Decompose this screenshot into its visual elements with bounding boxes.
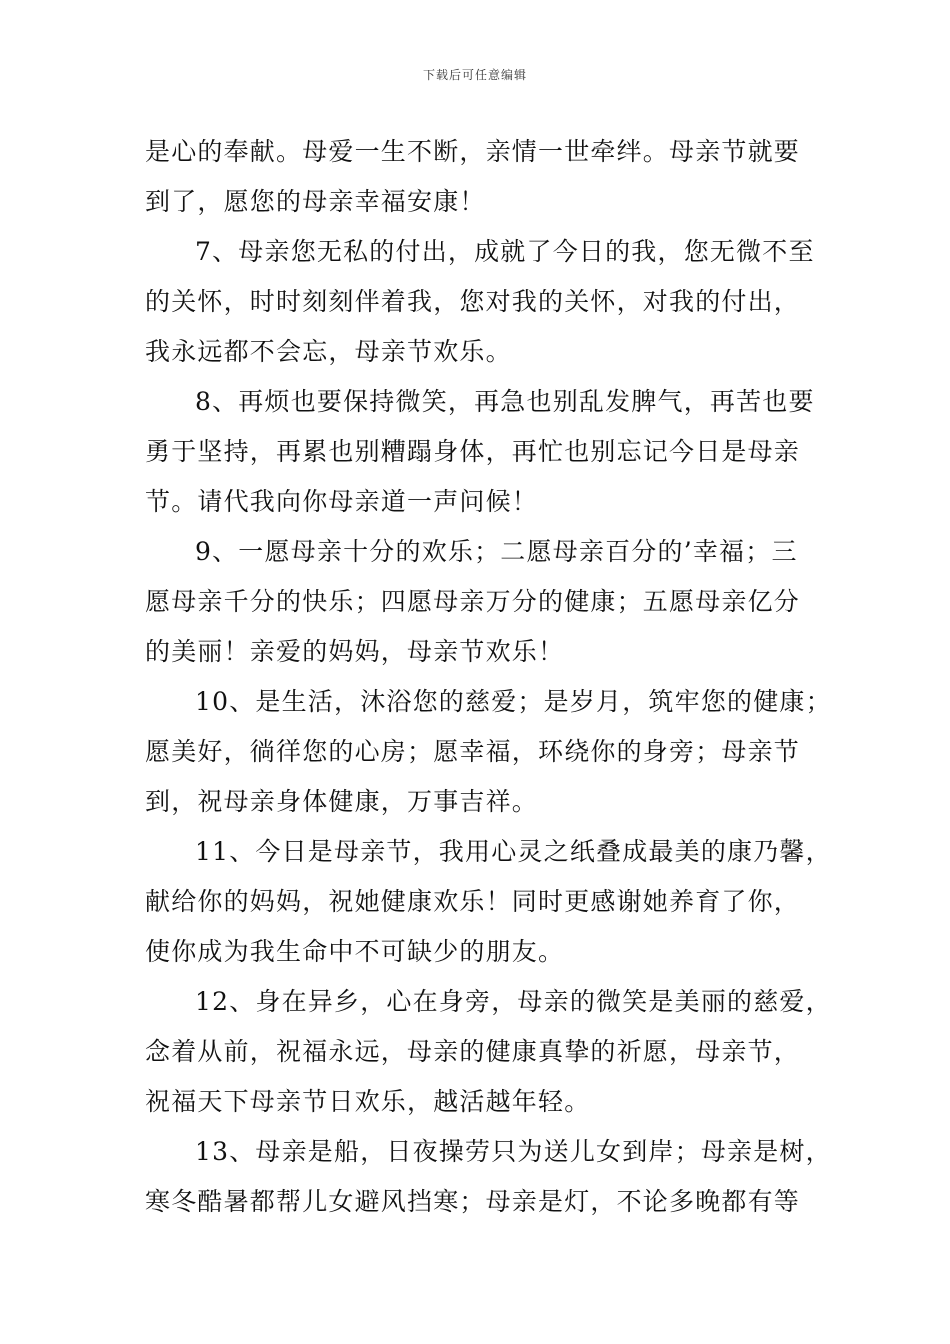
text-line: 7、母亲您无私的付出，成就了今日的我，您无微不至 [195, 237, 815, 266]
text-line: 寒冬酷暑都帮儿女避风挡寒；母亲是灯，不论多晚都有等 [145, 1187, 801, 1216]
text-line: 的美丽！亲爱的妈妈，母亲节欢乐！ [145, 637, 565, 666]
text-line: 12、身在异乡，心在身旁，母亲的微笑是美丽的慈爱， [195, 987, 832, 1016]
paragraph-1 [145, 127, 835, 227]
text-line: 13、母亲是船，日夜操劳只为送儿女到岸；母亲是树， [195, 1137, 832, 1166]
text-line: 念着从前，祝福永远，母亲的健康真挚的祈愿，母亲节， [145, 1037, 801, 1066]
text-line: 我永远都不会忘，母亲节欢乐。 [145, 337, 512, 366]
text-line: 10、是生活，沐浴您的慈爱；是岁月，筑牢您的健康； [195, 687, 832, 716]
text-line: 节。请代我向你母亲道一声问候！ [145, 487, 539, 516]
page-header: 下载后可任意编辑 [422, 68, 527, 82]
text-line: 勇于坚持，再累也别糟蹋身体，再忙也别忘记今日是母亲 [145, 437, 801, 466]
text-line: 愿美好，徜徉您的心房；愿幸福，环绕你的身旁；母亲节 [145, 737, 801, 766]
text-line: 愿母亲千分的快乐；四愿母亲万分的健康；五愿母亲亿分 [145, 587, 801, 616]
paragraph-item-9 [145, 527, 835, 677]
paragraph-item-13 [145, 1127, 835, 1227]
text-line: 9、一愿母亲十分的欢乐；二愿母亲百分的’幸福；三 [195, 537, 798, 566]
paragraph-item-11 [145, 827, 835, 977]
text-line: 8、再烦也要保持微笑，再急也别乱发脾气，再苦也要 [195, 387, 815, 416]
text-line: 使你成为我生命中不可缺少的朋友。 [145, 937, 565, 966]
paragraph-item-12 [145, 977, 835, 1127]
text-line: 11、今日是母亲节，我用心灵之纸叠成最美的康乃馨， [195, 837, 832, 866]
document-body [145, 127, 835, 1227]
text-line: 到了，愿您的母亲幸福安康！ [145, 187, 486, 216]
text-line: 到，祝母亲身体健康，万事吉祥。 [145, 787, 539, 816]
text-line: 是心的奉献。母爱一生不断，亲情一世牵绊。母亲节就要 [145, 137, 801, 166]
text-line: 献给你的妈妈，祝她健康欢乐！同时更感谢她养育了你， [145, 887, 801, 916]
text-line: 的关怀，时时刻刻伴着我，您对我的关怀，对我的付出， [145, 287, 801, 316]
paragraph-item-7 [145, 227, 835, 377]
paragraph-item-8 [145, 377, 835, 527]
paragraph-item-10 [145, 677, 835, 827]
text-line: 祝福天下母亲节日欢乐，越活越年轻。 [145, 1087, 591, 1116]
